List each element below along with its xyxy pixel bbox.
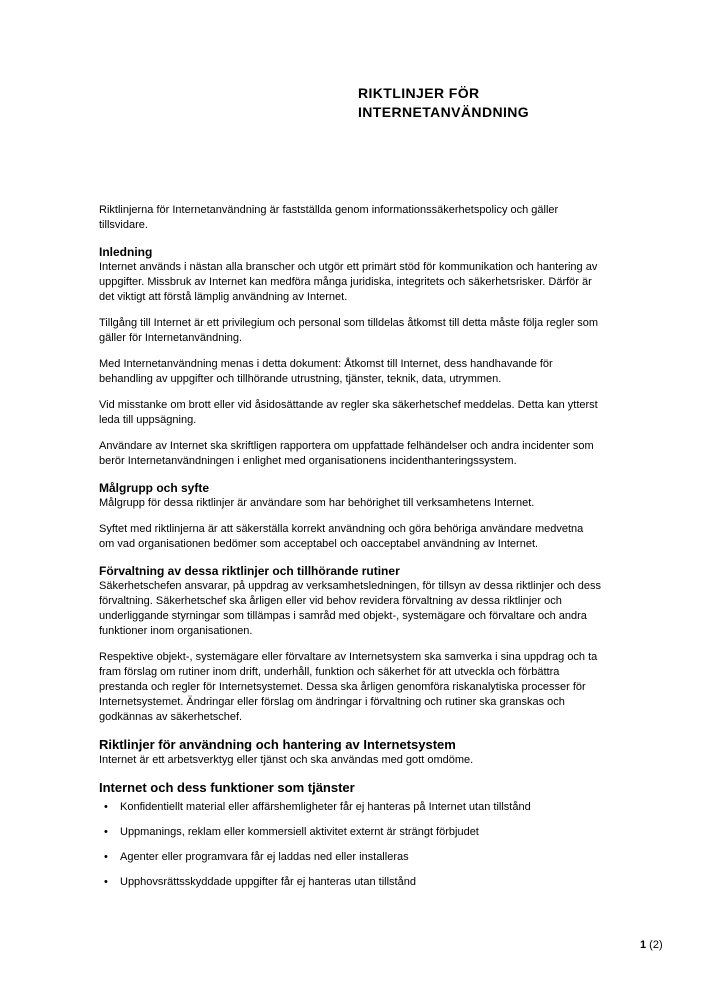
document-title [358,84,529,122]
paragraph: Internet är ett arbetsverktyg eller tjänst och ska användas med gott omdöme. [99,754,474,766]
rules-bullet-list [99,800,601,890]
document-body [99,203,601,900]
heading-malgrupp-och-syfte: Målgrupp och syfte [99,481,210,495]
paragraph: Målgrupp för dessa riktlinjer är användare som har behörighet till verksamhetens Internet. [99,497,535,509]
paragraph: Säkerhetschefen ansvarar, på uppdrag av verksamhetsledningen, för tillsyn av dessa riktlinjer och dess förvaltning. Säkerhetschef ska årligen eller vid behov revidera förvaltning av dessa riktlinjer och underliggande styrningar som tillämpas i samråd med objekt-, systemägare och förvaltare och andra funktioner inom organisationen. [99,580,601,637]
page-number-total: (2) [646,939,663,951]
paragraph: Med Internetanvändning menas i detta dokument: Åtkomst till Internet, dess handhavande för behandling av uppgifter och tillhörande utrustning, tjänster, teknik, data, utrymmen. [99,358,553,385]
document-title-line2: INTERNETANVÄNDNING [358,104,530,120]
bullet-item: • Agenter eller programvara får ej laddas ned eller installeras [99,850,601,865]
bullet-item: • Konfidentiellt material eller affärshemligheter får ej hanteras på Internet utan tillstånd [99,800,601,815]
document-title-line1: RIKTLINJER FÖR [358,85,480,101]
paragraph: Internet används i nästan alla branscher och utgör ett primärt stöd för kommunikation och hantering av uppgifter. Missbruk av Internet kan medföra många juridiska, integritets och säkerhetsrisker. Därför är det viktigt att förstå lämplig användning av Internet. [99,261,598,303]
bullet-item: • Upphovsrättsskyddade uppgifter får ej hanteras utan tillstånd [99,875,601,890]
paragraph: Syftet med riktlinjerna är att säkerställa korrekt användning och göra behöriga användare medvetna om vad organisationen bedömer som acceptabel och oacceptabel användning av Internet. [99,523,584,550]
heading-internet-tjanster: Internet och dess funktioner som tjänster [99,780,355,795]
heading-riktlinjer-anvandning: Riktlinjer för användning och hantering av Internetsystem [99,737,456,752]
intro-paragraph: Riktlinjerna för Internetanvändning är fastställda genom informationssäkerhetspolicy och gäller tillsvidare. [99,204,559,231]
heading-forvaltning: Förvaltning av dessa riktlinjer och tillhörande rutiner [99,564,400,578]
heading-inledning: Inledning [99,245,153,259]
paragraph: Användare av Internet ska skriftligen rapportera om uppfattade felhändelser och andra incidenter som berör Internetanvändningen i enlighet med organisationens incidenthanteringssystem. [99,440,594,467]
page-number [640,938,663,953]
bullet-item: • Uppmanings, reklam eller kommersiell aktivitet externt är strängt förbjudet [99,825,601,840]
paragraph: Respektive objekt-, systemägare eller förvaltare av Internetsystem ska samverka i sina uppdrag och ta fram förslag om rutiner inom drift, underhåll, funktion och säkerhet för att utveckla och förbättra prestanda och regler för Internetsystemet. Dessa ska årligen genomföra riskanalytiska processer för Internetsystemet. Ändringar eller förslag om ändringar i förvaltning och rutiner ska granskas och godkännas av säkerhetschef. [99,651,598,723]
paragraph: Vid misstanke om brott eller vid åsidosättande av regler ska säkerhetschef meddelas. Detta kan ytterst leda till uppsägning. [99,399,598,426]
page-number-current: 1 [640,939,647,951]
paragraph: Tillgång till Internet är ett privilegium och personal som tilldelas åtkomst till detta måste följa regler som gäller för Internetanvändning. [99,317,599,344]
